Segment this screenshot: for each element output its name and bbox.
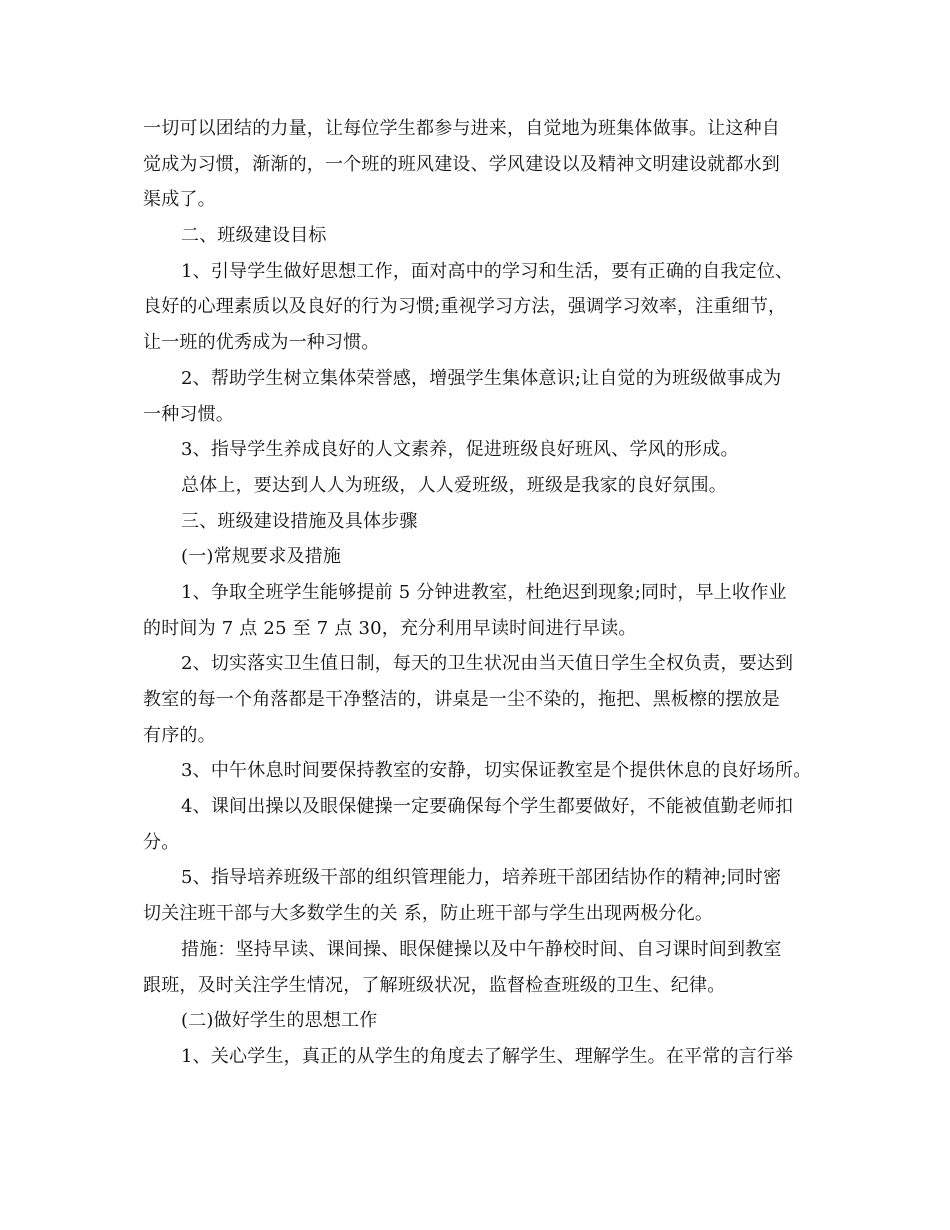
text-line: 3、指导学生养成良好的人文素养，促进班级良好班风、学风的形成。 bbox=[181, 439, 739, 461]
text-line: 跟班，及时关注学生情况，了解班级状况，监督检查班级的卫生、纪律。 bbox=[143, 974, 726, 996]
section-heading: 二、班级建设目标 bbox=[181, 225, 327, 247]
text-line: 2、切实落实卫生值日制，每天的卫生状况由当天值日学生全权负责，要达到 bbox=[181, 653, 794, 675]
text-line: 1、引导学生做好思想工作，面对高中的学习和生活，要有正确的自我定位、 bbox=[181, 260, 794, 282]
text-line: 教室的每一个角落都是干净整洁的，讲桌是一尘不染的，拖把、黑板檫的摆放是 bbox=[143, 689, 780, 710]
text-line: 让一班的优秀成为一种习惯。 bbox=[143, 332, 380, 354]
text-line: 切关注班干部与大多数学生的关 系，防止班干部与学生出现两极分化。 bbox=[143, 903, 714, 925]
text-line: 2、帮助学生树立集体荣誉感，增强学生集体意识;让自觉的为班级做事成为 bbox=[181, 367, 782, 389]
text-line: 1、争取全班学生能够提前 5 分钟进教室，杜绝迟到现象;同时，早上收作业 bbox=[181, 581, 787, 603]
text-line: 4、课间出操以及眼保健操一定要确保每个学生都要做好，不能被值勤老师扣 bbox=[181, 796, 794, 818]
text-line: 1、关心学生，真正的从学生的角度去了解学生、理解学生。在平常的言行举 bbox=[181, 1045, 794, 1067]
text-line: 总体上，要达到人人为班级，人人爱班级，班级是我家的良好氛围。 bbox=[181, 474, 727, 496]
section-heading: 三、班级建设措施及具体步骤 bbox=[181, 510, 418, 532]
text-line: 一种习惯。 bbox=[143, 403, 234, 425]
text-line: 措施：坚持早读、课间操、眼保健操以及中午静校时间、自习课时间到教室 bbox=[181, 938, 782, 960]
text-line: 渠成了。 bbox=[143, 189, 216, 211]
text-line: 觉成为习惯，渐渐的，一个班的班风建设、学风建设以及精神文明建设就都水到 bbox=[143, 153, 780, 175]
text-line: 一切可以团结的力量，让每位学生都参与进来，自觉地为班集体做事。让这种自 bbox=[143, 118, 780, 139]
subsection-heading: (一)常规要求及措施 bbox=[181, 546, 342, 568]
text-line: 3、中午休息时间要保持教室的安静，切实保证教室是个提供休息的良好场所。 bbox=[181, 760, 812, 782]
subsection-heading: (二)做好学生的思想工作 bbox=[181, 1010, 378, 1032]
text-line: 的时间为 7 点 25 至 7 点 30，充分利用早读时间进行早读。 bbox=[143, 617, 637, 639]
text-line: 有序的。 bbox=[143, 724, 216, 746]
text-line: 5、指导培养班级干部的组织管理能力，培养班干部团结协作的精神;同时密 bbox=[181, 867, 782, 889]
document-body bbox=[143, 111, 823, 1075]
text-line: 良好的心理素质以及良好的行为习惯;重视学习方法，强调学习效率，注重细节， bbox=[143, 296, 787, 318]
text-line: 分。 bbox=[143, 831, 180, 853]
